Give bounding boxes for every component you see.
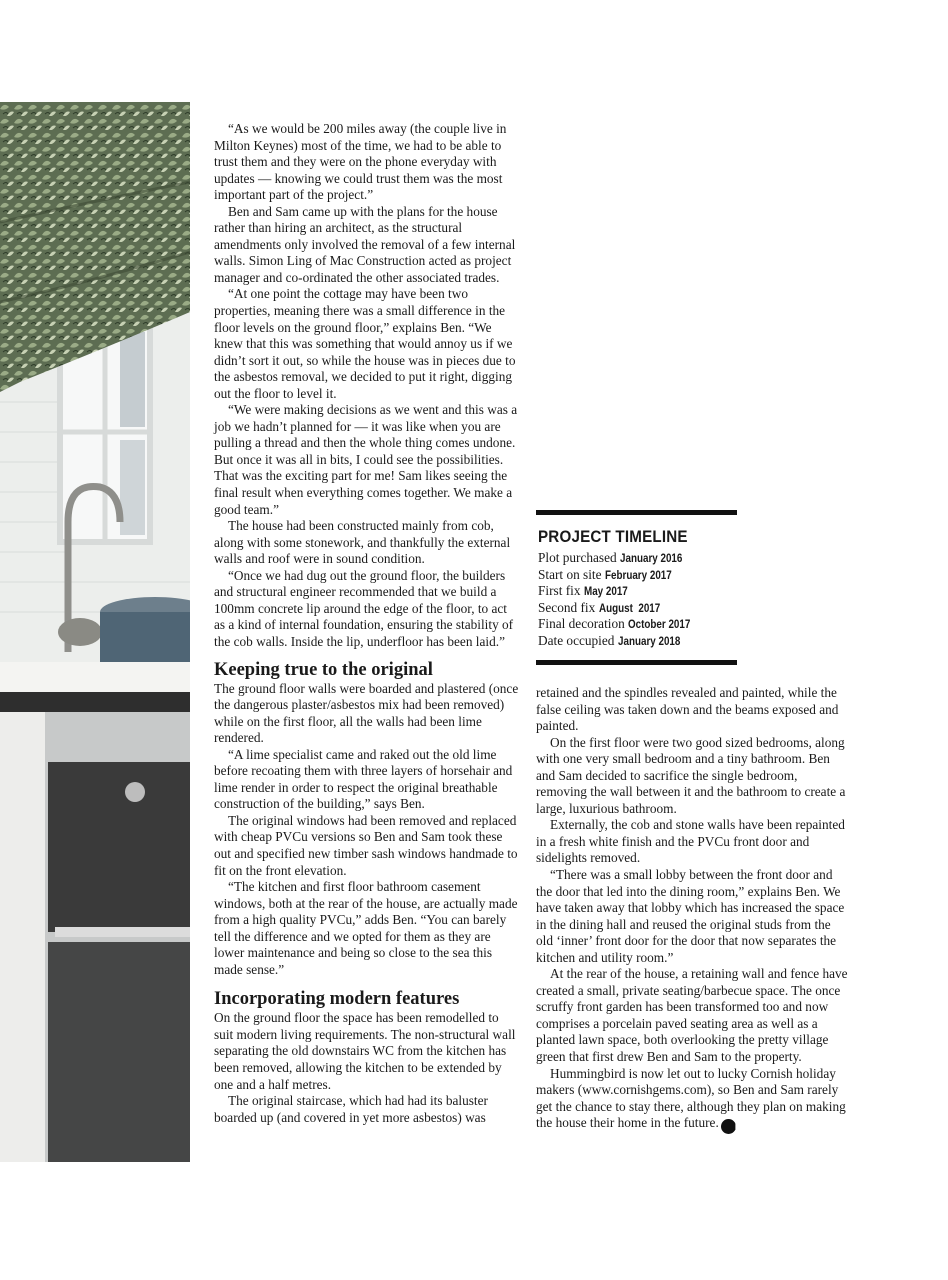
timeline-row (538, 616, 737, 633)
closing-text: Hummingbird is now let out to lucky Cornish holiday makers (www.cornishgems.com), so Ben and Sam rarely get the chance to stay there, although they plan on making the house their home in the future. (536, 1065, 846, 1131)
body-paragraph: Ben and Sam came up with the plans for the house rather than hiring an architect, as the structural amendments only involved the removal of a few internal walls. Simon Ling of Mac Construction acted as project manager and co-ordinated the other associated trades. (214, 203, 516, 285)
article-column-1 (214, 121, 520, 1126)
body-paragraph: The original staircase, which had had its baluster boarded up (and covered in yet more asbestos) was (214, 1093, 488, 1125)
timeline-value: January 2018 (617, 633, 681, 648)
body-paragraph: The house had been constructed mainly from cob, along with some stonework, and thankfully the external walls and roof were in sound condition. (214, 518, 511, 567)
timeline-label: Start on site (538, 566, 602, 582)
body-paragraph: “We were making decisions as we went and this was a job we hadn’t planned for — it was like when you are pulling a thread and then the whole thing comes undone. But once it was all in bits, I could see the possibilities. That was the exciting part for me! Sam likes seeing the final result when everything comes together. We make a good team.” (214, 402, 518, 517)
timeline-label: Date occupied (538, 632, 615, 648)
timeline-value: February 2017 (604, 567, 672, 582)
timeline-row (538, 583, 737, 600)
project-timeline-box (536, 510, 737, 665)
section-heading-modern: Incorporating modern features (214, 989, 460, 1010)
body-paragraph: “There was a small lobby between the front door and the door that led into the dining room,” explains Ben. We have taken away that lobby which has increased the space in the dining hall and reused the original studs from the old ‘inner’ front door for the door that now separates the kitchen and utility room.” (536, 867, 845, 965)
timeline-label: Plot purchased (538, 550, 617, 565)
timeline-value: January 2016 (620, 551, 683, 565)
body-paragraph: At the rear of the house, a retaining wall and fence have created a small, private seating/barbecue space. The once scruffy front garden has been transformed too and now comprises a porcelain paved seating area as well as a planted lawn space, both overlooking the pretty village green that first drew Ben and Sam to the property. (536, 966, 848, 1065)
timeline-value: May 2017 (583, 584, 628, 599)
timeline-row (538, 600, 737, 617)
body-paragraph (536, 1066, 848, 1135)
body-paragraph: Externally, the cob and stone walls have been repainted in a fresh white finish and the PVCu front door and sidelights removed. (536, 817, 845, 866)
body-paragraph: retained and the spindles revealed and painted, while the false ceiling was taken down and the beams exposed and painted. (536, 685, 839, 734)
body-paragraph: “Once we had dug out the ground floor, the builders and structural engineer recommended that we build a 100mm concrete lip around the edge of the floor, to act as a kind of internal foundation, ensuring the stability of the cob walls. Inside the lip, underfloor has been laid.” (214, 567, 514, 649)
kitchen-photo (0, 102, 190, 1162)
timeline-value: October 2017 (628, 617, 691, 632)
section-heading-original: Keeping true to the original (214, 659, 433, 680)
body-paragraph: “As we would be 200 miles away (the couple live in Milton Keynes) most of the time, we had to be able to trust them and they were on the phone everyday with updates — knowing we could trust them was the most important part of the project.” (214, 121, 507, 203)
body-paragraph: On the ground floor the space has been remodelled to suit modern living requirements. The non-structural wall separating the old downstairs WC from the kitchen has been removed, allowing the kitchen to be extended by one and a half metres. (214, 1010, 516, 1092)
timeline-label: First fix (538, 583, 581, 599)
article-column-2 (536, 685, 848, 1134)
timeline-title: PROJECT TIMELINE (538, 528, 688, 546)
kitchen-illustration (0, 102, 190, 1162)
timeline-row (538, 633, 737, 650)
body-paragraph: On the first floor were two good sized bedrooms, along with one very small bedroom and a tiny bathroom. Ben and Sam decided to sacrifice the single bedroom, removing the wall between it and the bathroom to create a large, luxurious bathroom. (536, 734, 846, 816)
body-paragraph: The original windows had been removed and replaced with cheap PVCu versions so Ben and Sam took these out and specified new timber sash windows handmade to fit on the front elevation. (214, 812, 518, 878)
body-paragraph: The ground floor walls were boarded and plastered (once the dangerous plaster/asbestos mix had been removed) while on the first floor, all the walls had been lime rendered. (214, 680, 519, 746)
body-paragraph: “At one point the cottage may have been two properties, meaning there was a small difference in the floor levels on the ground floor,” explains Ben. “We knew that this was something that would annoy us if we didn’t sort it out, so while the house was in pieces due to the asbestos removal, we decided to put it right, digging out the floor to level it. (214, 286, 516, 401)
timeline-value: August 2017 (598, 600, 660, 615)
timeline-label: Final decoration (538, 616, 625, 632)
body-paragraph: “The kitchen and first floor bathroom casement windows, both at the rear of the house, are actually made from a high quality PVCu,” adds Ben. “You can barely tell the difference and we opted for them as they are lower maintenance and being so close to the sea this made sense.” (214, 879, 518, 977)
timeline-row (538, 567, 737, 584)
body-paragraph: “A lime specialist came and raked out the old lime before recoating them with three layers of horsehair and lime render in order to respect the original breathable construction of the building,” says Ben. (214, 746, 513, 812)
timeline-label: Second fix (538, 599, 596, 615)
end-mark-icon: H (721, 1119, 736, 1134)
timeline-row (538, 550, 737, 567)
